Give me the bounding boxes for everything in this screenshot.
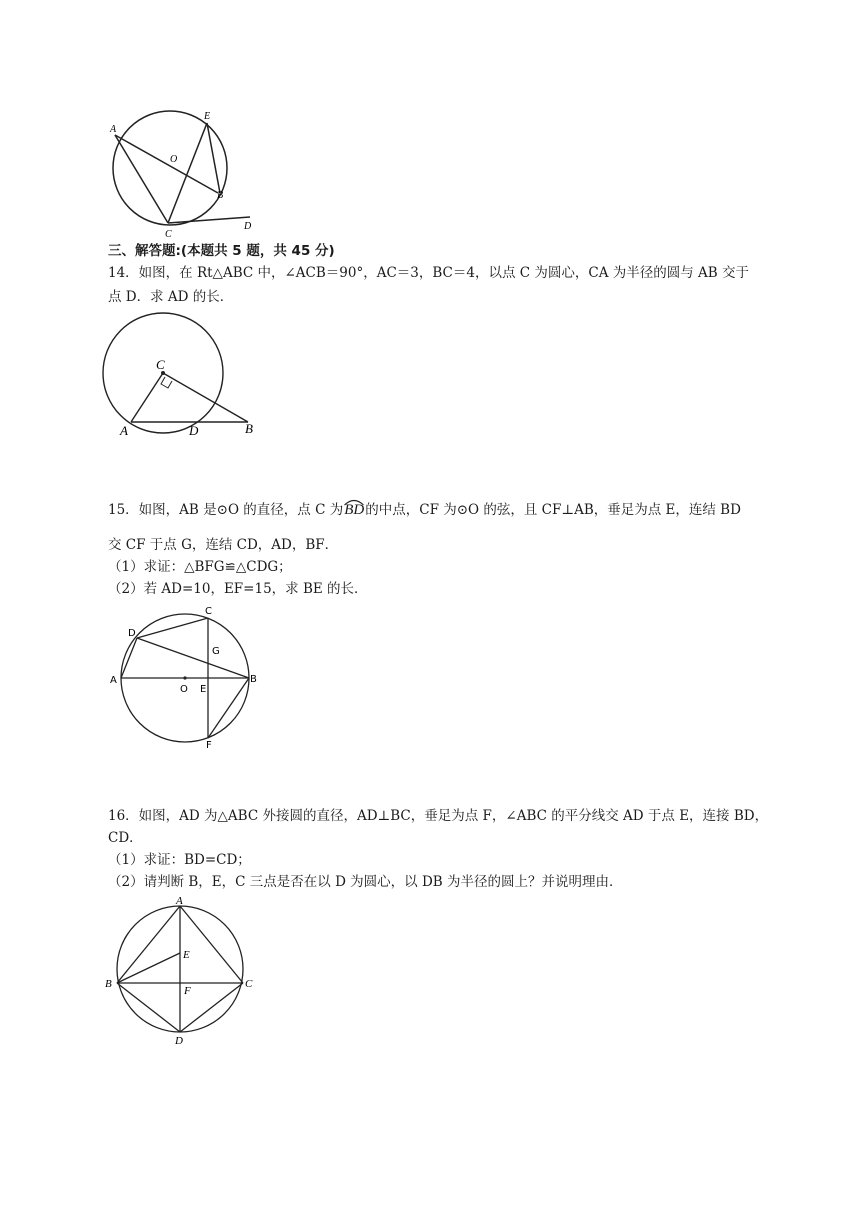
- label-c: C: [156, 357, 165, 372]
- q14-text-line2: 点 D．求 AD 的长．: [108, 289, 234, 305]
- arc-bd: [343, 501, 365, 519]
- q15-text-pre: 15．如图，AB 是⊙O 的直径，点 C 为: [108, 502, 344, 518]
- label-d: D: [244, 221, 252, 232]
- label-d: D: [175, 1035, 183, 1047]
- label-e: E: [204, 111, 211, 122]
- q15-part2: （2）若 AD=10，EF=15，求 BE 的长．: [108, 581, 368, 597]
- q15-text-line2: 交 CF 于点 G，连结 CD，AD，BF．: [108, 537, 339, 553]
- label-d: D: [128, 628, 136, 639]
- label-o: O: [180, 684, 188, 695]
- q16-part2: （2）请判断 B，E，C 三点是否在以 D 为圆心，以 DB 为半径的圆上？并说明理由．: [108, 874, 623, 890]
- label-c: C: [205, 606, 212, 617]
- section-heading: 三、解答题:(本题共 5 题，共 45 分): [108, 243, 335, 259]
- label-b: B: [245, 421, 253, 436]
- label-o: O: [170, 154, 178, 165]
- label-f: F: [206, 740, 212, 751]
- q14-text-line1: 14．如图，在 Rt△ABC 中，∠ACB＝90°，AC＝3，BC＝4，以点 C 为圆心，CA 为半径的圆与 AB 交于: [108, 265, 750, 281]
- label-a: A: [110, 675, 117, 686]
- q16-text-line2: CD．: [108, 830, 143, 846]
- label-d: D: [189, 423, 199, 438]
- label-b: B: [105, 978, 112, 990]
- label-f: F: [184, 985, 191, 997]
- figure-q16: [100, 893, 265, 1053]
- figure-q14: [95, 305, 270, 440]
- label-a: A: [176, 895, 183, 907]
- q15-text-post: 的中点，CF 为⊙O 的弦，且 CF⊥AB，垂足为点 E，连结 BD: [365, 502, 741, 518]
- label-a: A: [110, 124, 117, 135]
- q16-part1: （1）求证：BD=CD；: [108, 852, 251, 868]
- label-a: A: [120, 423, 128, 438]
- label-c: C: [165, 229, 172, 240]
- figure-q15: [105, 600, 270, 760]
- circle-o: [113, 111, 227, 225]
- q16-text-line1: 16．如图，AD 为△ABC 外接圆的直径，AD⊥BC，垂足为点 F，∠ABC 的平分线交 AD 于点 E，连接 BD，: [108, 808, 769, 824]
- label-e: E: [183, 949, 190, 961]
- label-e: E: [200, 684, 207, 695]
- label-c: C: [245, 978, 253, 990]
- arc-bd-label: BD: [344, 502, 365, 518]
- label-g: G: [212, 646, 220, 657]
- figure-q13: [100, 100, 270, 240]
- label-b: B: [217, 190, 224, 201]
- label-b: B: [250, 674, 257, 685]
- q15-text-line1: [108, 501, 741, 519]
- q15-part1: （1）求证：△BFG≌△CDG；: [108, 559, 292, 575]
